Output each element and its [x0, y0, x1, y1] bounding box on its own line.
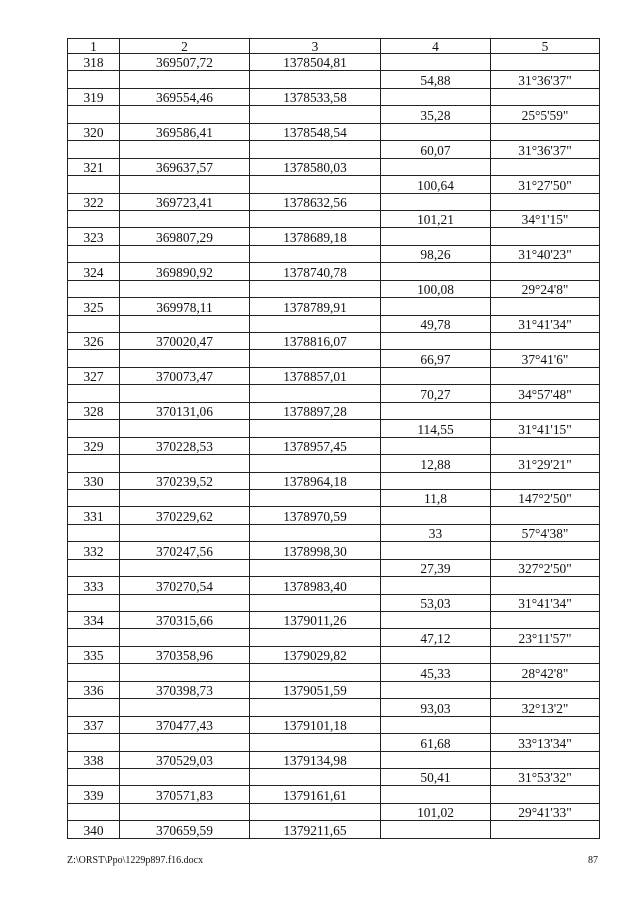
empty-cell: [381, 612, 491, 629]
y-coordinate: 1378964,18: [250, 472, 381, 489]
table-row-point: [68, 646, 600, 663]
y-coordinate: 1378740,78: [250, 263, 381, 280]
empty-cell: [68, 141, 120, 158]
point-number: 331: [68, 507, 120, 524]
point-number: 330: [68, 472, 120, 489]
segment-length: 54,88: [381, 71, 491, 88]
table-row-point: [68, 402, 600, 419]
point-number: 320: [68, 123, 120, 140]
y-coordinate: 1378580,03: [250, 158, 381, 175]
footer-page-number: 87: [588, 855, 598, 866]
point-number: 335: [68, 646, 120, 663]
empty-cell: [381, 333, 491, 350]
direction-angle: 37°41'6": [491, 350, 600, 367]
y-coordinate: 1378504,81: [250, 54, 381, 71]
x-coordinate: 369807,29: [120, 228, 250, 245]
empty-cell: [68, 664, 120, 681]
direction-angle: 31°36'37": [491, 71, 600, 88]
empty-cell: [381, 298, 491, 315]
empty-cell: [491, 577, 600, 594]
direction-angle: 31°36'37": [491, 141, 600, 158]
empty-cell: [381, 437, 491, 454]
column-header: 3: [250, 39, 381, 54]
empty-cell: [381, 472, 491, 489]
empty-cell: [250, 420, 381, 437]
column-header: 5: [491, 39, 600, 54]
y-coordinate: 1379101,18: [250, 716, 381, 733]
empty-cell: [250, 768, 381, 785]
empty-cell: [250, 176, 381, 193]
y-coordinate: 1379051,59: [250, 681, 381, 698]
y-coordinate: 1378789,91: [250, 298, 381, 315]
table-row-segment: [68, 559, 600, 576]
table-row-segment: [68, 699, 600, 716]
empty-cell: [491, 681, 600, 698]
direction-angle: 147°2'50": [491, 489, 600, 506]
coordinates-table: [67, 38, 600, 839]
x-coordinate: 370270,54: [120, 577, 250, 594]
x-coordinate: 370398,73: [120, 681, 250, 698]
segment-length: 100,08: [381, 280, 491, 297]
point-number: 319: [68, 88, 120, 105]
table-header-row: [68, 39, 600, 54]
table-row-segment: [68, 141, 600, 158]
x-coordinate: 370020,47: [120, 333, 250, 350]
y-coordinate: 1378970,59: [250, 507, 381, 524]
empty-cell: [250, 524, 381, 541]
column-header: 2: [120, 39, 250, 54]
direction-angle: 57°4'38": [491, 524, 600, 541]
table-row-segment: [68, 106, 600, 123]
empty-cell: [250, 315, 381, 332]
empty-cell: [68, 489, 120, 506]
segment-length: 11,8: [381, 489, 491, 506]
direction-angle: 29°24'8": [491, 280, 600, 297]
empty-cell: [491, 88, 600, 105]
table-row-point: [68, 333, 600, 350]
segment-length: 101,21: [381, 210, 491, 227]
y-coordinate: 1378957,45: [250, 437, 381, 454]
y-coordinate: 1378548,54: [250, 123, 381, 140]
table-row-point: [68, 681, 600, 698]
table-row-point: [68, 367, 600, 384]
table-row-segment: [68, 71, 600, 88]
empty-cell: [68, 280, 120, 297]
table-row-point: [68, 263, 600, 280]
empty-cell: [491, 298, 600, 315]
x-coordinate: 369586,41: [120, 123, 250, 140]
segment-length: 66,97: [381, 350, 491, 367]
direction-angle: 31°41'15": [491, 420, 600, 437]
point-number: 332: [68, 542, 120, 559]
segment-length: 47,12: [381, 629, 491, 646]
x-coordinate: 370247,56: [120, 542, 250, 559]
point-number: 321: [68, 158, 120, 175]
empty-cell: [250, 245, 381, 262]
empty-cell: [120, 176, 250, 193]
segment-length: 53,03: [381, 594, 491, 611]
empty-cell: [120, 524, 250, 541]
direction-angle: 23°11'57": [491, 629, 600, 646]
empty-cell: [250, 71, 381, 88]
empty-cell: [250, 629, 381, 646]
column-header: 1: [68, 39, 120, 54]
table-row-point: [68, 786, 600, 803]
empty-cell: [120, 106, 250, 123]
empty-cell: [381, 542, 491, 559]
direction-angle: 25°5'59": [491, 106, 600, 123]
empty-cell: [491, 646, 600, 663]
direction-angle: 31°41'34": [491, 315, 600, 332]
point-number: 337: [68, 716, 120, 733]
empty-cell: [120, 699, 250, 716]
empty-cell: [68, 455, 120, 472]
point-number: 324: [68, 263, 120, 280]
point-number: 336: [68, 681, 120, 698]
empty-cell: [250, 280, 381, 297]
direction-angle: 31°27'50": [491, 176, 600, 193]
empty-cell: [491, 751, 600, 768]
segment-length: 35,28: [381, 106, 491, 123]
empty-cell: [381, 751, 491, 768]
empty-cell: [491, 228, 600, 245]
segment-length: 49,78: [381, 315, 491, 332]
segment-length: 100,64: [381, 176, 491, 193]
direction-angle: 31°40'23": [491, 245, 600, 262]
direction-angle: 28°42'8": [491, 664, 600, 681]
empty-cell: [120, 210, 250, 227]
empty-cell: [381, 646, 491, 663]
table-row-segment: [68, 768, 600, 785]
empty-cell: [381, 367, 491, 384]
segment-length: 70,27: [381, 385, 491, 402]
empty-cell: [250, 559, 381, 576]
empty-cell: [68, 629, 120, 646]
empty-cell: [250, 699, 381, 716]
empty-cell: [381, 577, 491, 594]
table-row-segment: [68, 385, 600, 402]
y-coordinate: 1378998,30: [250, 542, 381, 559]
empty-cell: [68, 803, 120, 820]
empty-cell: [120, 350, 250, 367]
segment-length: 45,33: [381, 664, 491, 681]
table-row-segment: [68, 594, 600, 611]
segment-length: 33: [381, 524, 491, 541]
table-row-point: [68, 54, 600, 71]
empty-cell: [491, 612, 600, 629]
table-row-point: [68, 228, 600, 245]
table-row-point: [68, 158, 600, 175]
empty-cell: [68, 210, 120, 227]
x-coordinate: 370131,06: [120, 402, 250, 419]
empty-cell: [491, 158, 600, 175]
x-coordinate: 370229,62: [120, 507, 250, 524]
point-number: 326: [68, 333, 120, 350]
y-coordinate: 1379134,98: [250, 751, 381, 768]
empty-cell: [381, 786, 491, 803]
empty-cell: [68, 245, 120, 262]
table-row-point: [68, 298, 600, 315]
empty-cell: [381, 158, 491, 175]
point-number: 323: [68, 228, 120, 245]
y-coordinate: 1378983,40: [250, 577, 381, 594]
empty-cell: [381, 507, 491, 524]
empty-cell: [120, 594, 250, 611]
x-coordinate: 369978,11: [120, 298, 250, 315]
empty-cell: [68, 176, 120, 193]
direction-angle: 31°41'34": [491, 594, 600, 611]
empty-cell: [381, 54, 491, 71]
table-row-segment: [68, 524, 600, 541]
empty-cell: [491, 402, 600, 419]
point-number: 339: [68, 786, 120, 803]
empty-cell: [68, 768, 120, 785]
y-coordinate: 1379211,65: [250, 821, 381, 838]
direction-angle: 33°13'34": [491, 734, 600, 751]
empty-cell: [68, 71, 120, 88]
empty-cell: [491, 123, 600, 140]
direction-angle: 31°29'21": [491, 455, 600, 472]
x-coordinate: 370358,96: [120, 646, 250, 663]
x-coordinate: 370228,53: [120, 437, 250, 454]
empty-cell: [381, 681, 491, 698]
empty-cell: [120, 280, 250, 297]
empty-cell: [120, 803, 250, 820]
empty-cell: [491, 716, 600, 733]
empty-cell: [68, 699, 120, 716]
point-number: 338: [68, 751, 120, 768]
empty-cell: [491, 193, 600, 210]
table-row-point: [68, 472, 600, 489]
empty-cell: [120, 629, 250, 646]
table-row-point: [68, 193, 600, 210]
y-coordinate: 1379029,82: [250, 646, 381, 663]
empty-cell: [250, 141, 381, 158]
footer-file-path: Z:\ORST\Ppo\1229p897.f16.docx: [67, 855, 204, 866]
table-row-segment: [68, 629, 600, 646]
empty-cell: [381, 716, 491, 733]
direction-angle: 327°2'50": [491, 559, 600, 576]
table-row-point: [68, 716, 600, 733]
table-row-point: [68, 821, 600, 838]
x-coordinate: 370239,52: [120, 472, 250, 489]
y-coordinate: 1378857,01: [250, 367, 381, 384]
empty-cell: [491, 54, 600, 71]
table-row-segment: [68, 489, 600, 506]
empty-cell: [381, 123, 491, 140]
table-row-segment: [68, 420, 600, 437]
empty-cell: [491, 507, 600, 524]
empty-cell: [250, 594, 381, 611]
empty-cell: [250, 803, 381, 820]
empty-cell: [381, 402, 491, 419]
empty-cell: [120, 559, 250, 576]
empty-cell: [491, 821, 600, 838]
x-coordinate: 370315,66: [120, 612, 250, 629]
point-number: 325: [68, 298, 120, 315]
x-coordinate: 370571,83: [120, 786, 250, 803]
table-row-segment: [68, 210, 600, 227]
empty-cell: [120, 420, 250, 437]
x-coordinate: 369890,92: [120, 263, 250, 280]
empty-cell: [250, 210, 381, 227]
empty-cell: [491, 263, 600, 280]
empty-cell: [491, 333, 600, 350]
empty-cell: [381, 228, 491, 245]
empty-cell: [381, 821, 491, 838]
empty-cell: [120, 455, 250, 472]
x-coordinate: 369554,46: [120, 88, 250, 105]
empty-cell: [120, 71, 250, 88]
empty-cell: [120, 385, 250, 402]
direction-angle: 34°57'48": [491, 385, 600, 402]
y-coordinate: 1378533,58: [250, 88, 381, 105]
table-row-point: [68, 88, 600, 105]
empty-cell: [250, 489, 381, 506]
table-row-point: [68, 507, 600, 524]
segment-length: 61,68: [381, 734, 491, 751]
empty-cell: [250, 664, 381, 681]
y-coordinate: 1379011,26: [250, 612, 381, 629]
segment-length: 12,88: [381, 455, 491, 472]
empty-cell: [68, 559, 120, 576]
empty-cell: [250, 106, 381, 123]
empty-cell: [68, 315, 120, 332]
segment-length: 98,26: [381, 245, 491, 262]
x-coordinate: 370073,47: [120, 367, 250, 384]
empty-cell: [491, 437, 600, 454]
segment-length: 27,39: [381, 559, 491, 576]
segment-length: 114,55: [381, 420, 491, 437]
point-number: 334: [68, 612, 120, 629]
table-row-point: [68, 577, 600, 594]
empty-cell: [381, 193, 491, 210]
y-coordinate: 1378689,18: [250, 228, 381, 245]
empty-cell: [120, 734, 250, 751]
empty-cell: [120, 315, 250, 332]
direction-angle: 34°1'15": [491, 210, 600, 227]
empty-cell: [250, 734, 381, 751]
empty-cell: [68, 420, 120, 437]
point-number: 340: [68, 821, 120, 838]
empty-cell: [68, 524, 120, 541]
empty-cell: [120, 141, 250, 158]
empty-cell: [68, 594, 120, 611]
x-coordinate: 369637,57: [120, 158, 250, 175]
segment-length: 101,02: [381, 803, 491, 820]
empty-cell: [250, 350, 381, 367]
x-coordinate: 370477,43: [120, 716, 250, 733]
empty-cell: [68, 734, 120, 751]
empty-cell: [68, 385, 120, 402]
table-row-segment: [68, 455, 600, 472]
x-coordinate: 369507,72: [120, 54, 250, 71]
empty-cell: [491, 786, 600, 803]
direction-angle: 29°41'33": [491, 803, 600, 820]
table-row-segment: [68, 803, 600, 820]
table-row-point: [68, 123, 600, 140]
y-coordinate: 1378816,07: [250, 333, 381, 350]
x-coordinate: 369723,41: [120, 193, 250, 210]
empty-cell: [120, 245, 250, 262]
y-coordinate: 1379161,61: [250, 786, 381, 803]
table-row-point: [68, 542, 600, 559]
empty-cell: [491, 367, 600, 384]
table-row-point: [68, 612, 600, 629]
empty-cell: [491, 472, 600, 489]
x-coordinate: 370529,03: [120, 751, 250, 768]
table-row-segment: [68, 176, 600, 193]
y-coordinate: 1378632,56: [250, 193, 381, 210]
table-row-segment: [68, 664, 600, 681]
table-row-segment: [68, 280, 600, 297]
point-number: 328: [68, 402, 120, 419]
empty-cell: [381, 263, 491, 280]
table-row-point: [68, 751, 600, 768]
empty-cell: [120, 664, 250, 681]
table-row-segment: [68, 350, 600, 367]
table-body: [68, 54, 600, 839]
segment-length: 60,07: [381, 141, 491, 158]
point-number: 322: [68, 193, 120, 210]
table-row-segment: [68, 245, 600, 262]
empty-cell: [68, 350, 120, 367]
empty-cell: [491, 542, 600, 559]
point-number: 333: [68, 577, 120, 594]
segment-length: 50,41: [381, 768, 491, 785]
empty-cell: [68, 106, 120, 123]
column-header: 4: [381, 39, 491, 54]
table-row-segment: [68, 734, 600, 751]
point-number: 327: [68, 367, 120, 384]
table-row-segment: [68, 315, 600, 332]
empty-cell: [120, 489, 250, 506]
direction-angle: 31°53'32": [491, 768, 600, 785]
y-coordinate: 1378897,28: [250, 402, 381, 419]
empty-cell: [250, 455, 381, 472]
direction-angle: 32°13'2": [491, 699, 600, 716]
table-row-point: [68, 437, 600, 454]
point-number: 329: [68, 437, 120, 454]
empty-cell: [250, 385, 381, 402]
point-number: 318: [68, 54, 120, 71]
x-coordinate: 370659,59: [120, 821, 250, 838]
segment-length: 93,03: [381, 699, 491, 716]
empty-cell: [381, 88, 491, 105]
empty-cell: [120, 768, 250, 785]
